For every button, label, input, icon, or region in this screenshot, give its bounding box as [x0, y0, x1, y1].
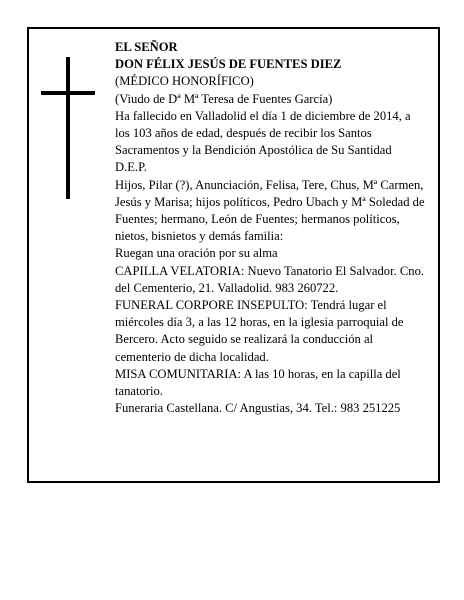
community-mass-info: MISA COMUNITARIA: A las 10 horas, en la capilla del tanatorio. [115, 366, 401, 399]
obituary-notice [27, 27, 440, 483]
funeral-home-info: Funeraria Castellana. C/ Angustias, 34. Tel.: 983 251225 [115, 401, 401, 416]
wake-chapel-info: CAPILLA VELATORIA: Nuevo Tanatorio El Salvador. Cno. del Cementerio, 21. Valladolid. 983 260722. [115, 263, 425, 295]
deceased-name: DON FÉLIX JESÚS DE FUENTES DIEZ [115, 57, 342, 72]
cross-icon [41, 57, 95, 199]
widower-line: (Viudo de Dª Mª Teresa de Fuentes García) [115, 91, 333, 106]
honorific-title: (MÉDICO HONORÍFICO) [115, 74, 254, 89]
dep-line: D.E.P. [115, 160, 147, 175]
prayer-request: Ruegan una oración por su alma [115, 246, 278, 261]
obituary-text [115, 39, 427, 417]
family-list: Hijos, Pilar (?), Anunciación, Felisa, Tere, Chus, Mª Carmen, Jesús y Marisa; hijos políticos, Pedro Ubach y Mª Soledad de Fuentes; hermano, León de Fuentes; hermanos políticos, nietos, bisnietos y demás familia: [115, 177, 425, 244]
cross-horizontal-bar [41, 91, 95, 95]
cross-vertical-bar [66, 57, 70, 199]
death-announcement: Ha fallecido en Valladolid el día 1 de diciembre de 2014, a los 103 años de edad, después de recibir los Santos Sacramentos y la Bendición Apostólica de Su Santidad [115, 108, 411, 158]
heading-el-senor: EL SEÑOR [115, 40, 178, 54]
funeral-info: FUNERAL CORPORE INSEPULTO: Tendrá lugar el miércoles día 3, a las 12 horas, en la iglesia parroquial de Bercero. Acto seguido se realizará la conducción al cementerio de dicha localidad. [115, 298, 404, 364]
